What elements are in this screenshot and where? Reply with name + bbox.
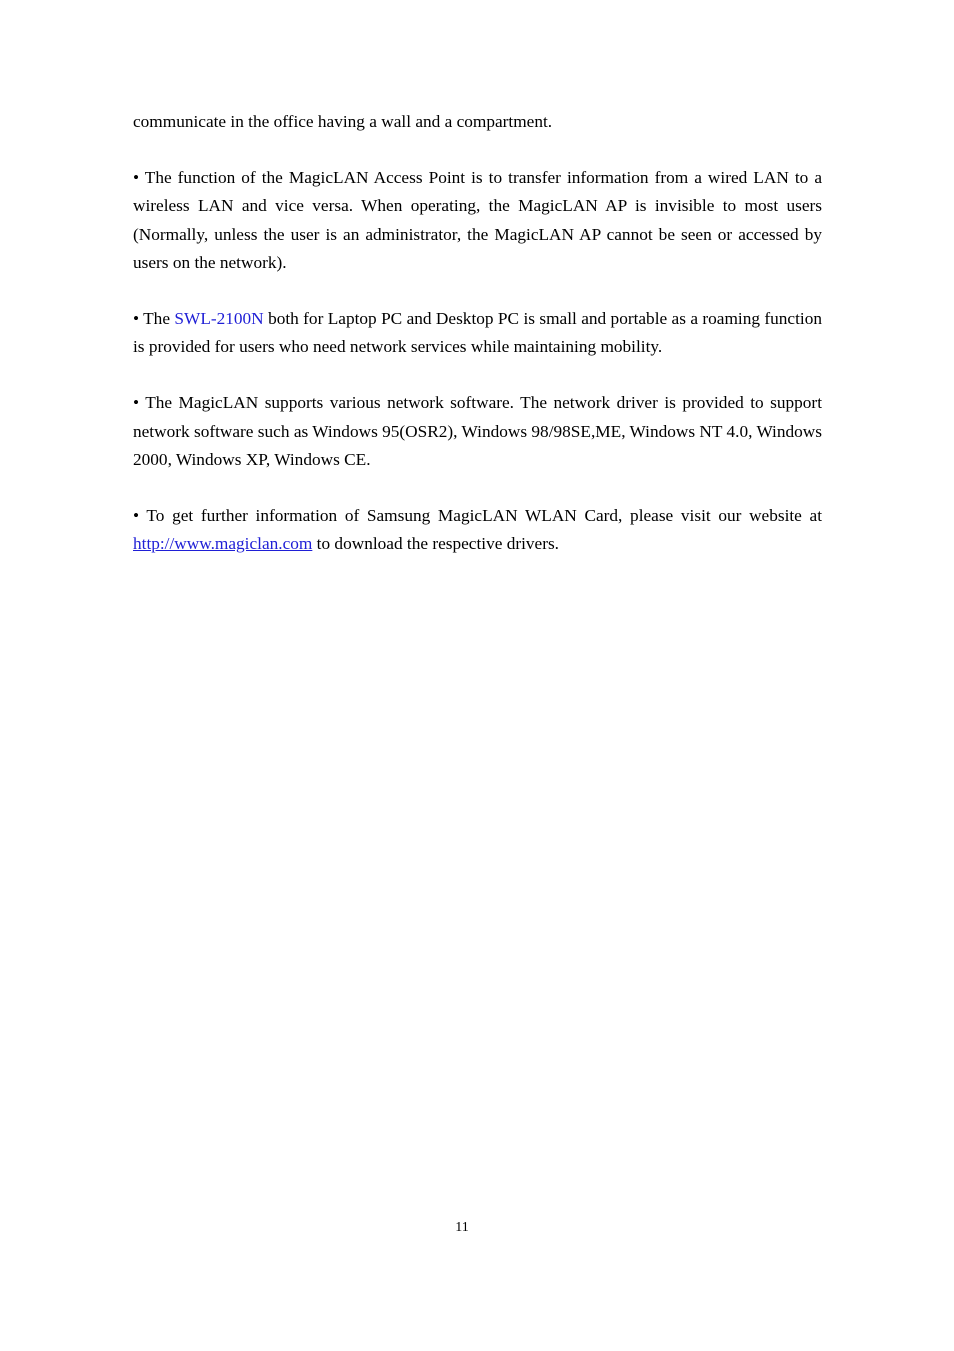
website-link[interactable]: http://www.magiclan.com [133, 534, 313, 554]
paragraph-text-start: • To get further information of Samsung MagicLAN WLAN Card, please visit our website at [133, 506, 822, 526]
paragraph-text: • The MagicLAN supports various network software. The network driver is provided to support network software such as Windows 95(OSR2), Windows 98/98SE,ME, Windows NT 4.0, Windows 2000, Windows XP, Windows CE. [133, 393, 822, 469]
paragraph-text-end: both for Laptop PC and Desktop PC is small and portable as a roaming function is provided for users who need network services while maintaining mobility. [133, 309, 822, 357]
paragraph-access-point [133, 164, 822, 277]
paragraph-website [133, 502, 822, 558]
paragraph-swl-2100n [133, 305, 822, 361]
paragraph-text-start: • The [133, 309, 175, 329]
body-text [133, 108, 822, 586]
paragraph-continuation [133, 108, 822, 136]
product-name-highlight: SWL-2100N [174, 309, 264, 329]
page-number: 11 [455, 1220, 469, 1235]
paragraph-network-software [133, 389, 822, 474]
paragraph-text-end: to download the respective drivers. [312, 534, 560, 554]
paragraph-text: communicate in the office having a wall and a compartment. [133, 112, 553, 131]
paragraph-text: • The function of the MagicLAN Access Point is to transfer information from a wired LAN to a wireless LAN and vice versa. When operating, the MagicLAN AP is invisible to most users (Normally, unless the user is an administrator, the MagicLAN AP cannot be seen or accessed by users on the network). [133, 168, 822, 272]
